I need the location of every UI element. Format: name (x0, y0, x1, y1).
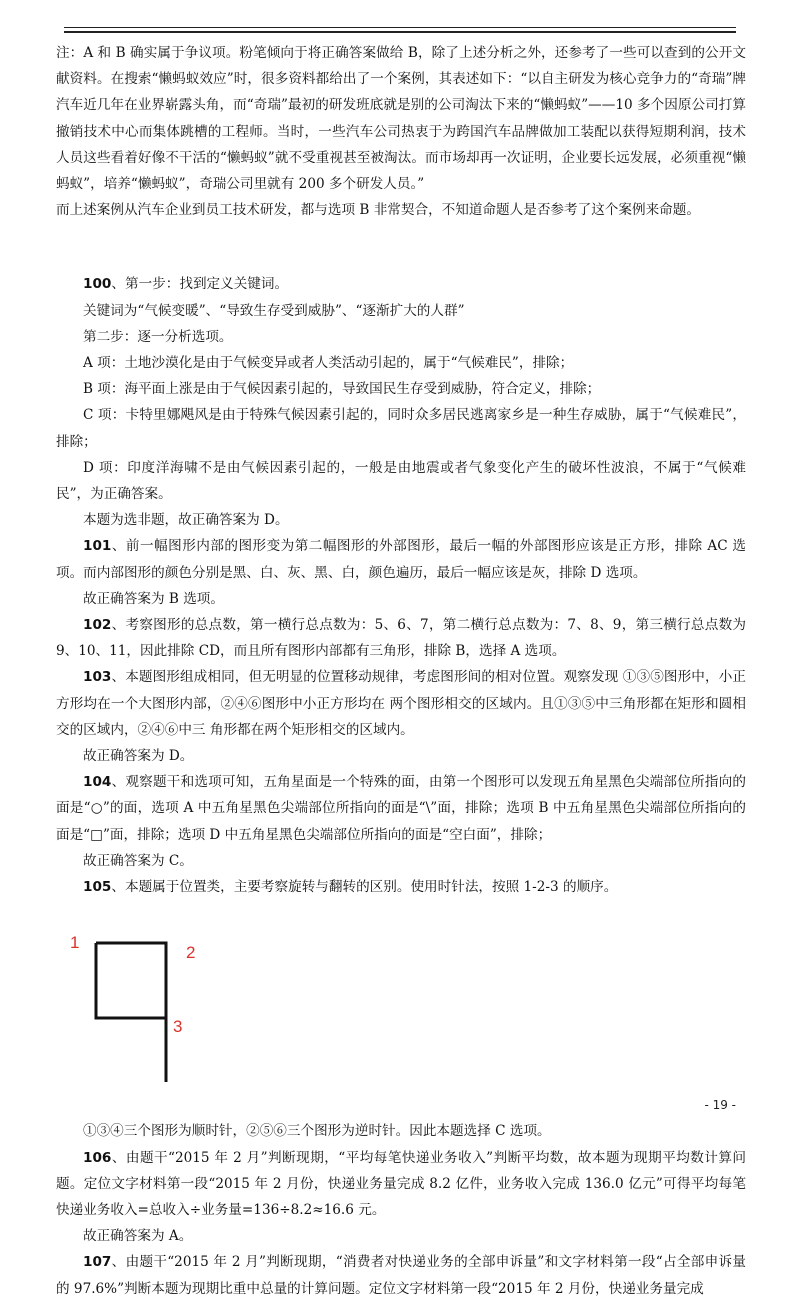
q103-answer: 故正确答案为 D。 (83, 748, 194, 765)
figure-label-1: 1 (70, 933, 80, 953)
q100-option-b: B 项：海平面上涨是由于气候因素引起的，导致国民生存受到威胁，符合定义，排除； (83, 381, 601, 398)
q100-keywords: 关键词为“气候变暖”、“导致生存受到威胁”、“逐渐扩大的人群” (83, 302, 465, 319)
page-content (56, 40, 746, 1302)
page-number: - 19 - (704, 1098, 736, 1112)
q101-text: 、前一幅图形内部的图形变为第二幅图形的外部图形，最后一幅的外部图形应该是正方形，排除 AC 选项。而内部图形的颜色分别是黑、白、灰、黑、白，颜色遍历，最后一幅应该是灰，排除 D 选项。 (56, 538, 746, 581)
clock-method-diagram (56, 900, 356, 1118)
q100-answer: 本题为选非题，故正确答案为 D。 (83, 512, 289, 529)
question-number: 105 (83, 879, 112, 896)
q106-heading (56, 1145, 746, 1224)
question-number: 106 (83, 1149, 112, 1166)
q104-heading (56, 769, 746, 848)
q106-answer: 故正确答案为 A。 (83, 1228, 193, 1245)
q104-answer: 故正确答案为 C。 (83, 852, 193, 869)
question-number: 101 (83, 538, 112, 555)
q105-text: 、本题属于位置类，主要考察旋转与翻转的区别。使用时针法，按照 1-2-3 的顺序。 (111, 879, 618, 896)
q105-conclusion: ①③④三个图形为顺时针，②⑤⑥三个图形为逆时针。因此本题选择 C 选项。 (83, 1123, 551, 1140)
q103-heading (56, 664, 746, 743)
spacer (56, 223, 746, 271)
figure-outline-top-right (96, 943, 166, 1082)
q100-option-c: C 项：卡特里娜飓风是由于特殊气候因素引起的，同时众多居民逃离家乡是一种生存威胁，属于“气候难民”，排除； (56, 407, 746, 450)
note-conclusion: 而上述案例从汽车企业到员工技术研发，都与选项 B 非常契合，不知道命题人是否参考了这个案例来命题。 (56, 202, 700, 219)
q101-answer: 故正确答案为 B 选项。 (83, 590, 224, 607)
question-number: 103 (83, 669, 112, 686)
header-rule-thick (64, 31, 736, 33)
note-paragraph: 注：A 和 B 确实属于争议项。粉笔倾向于将正确答案做给 B，除了上述分析之外，还参考了一些可以查到的公开文献资料。在搜索“懒蚂蚁效应”时，很多资料都给出了一个案例，其表述如下：“以自主研发为核心竞争力的“奇瑞”牌汽车近几年在业界崭露头角，而“奇瑞”最初的研发班底就是别的公司淘汰下来的“懒蚂蚁”——10 多个因原公司打算撤销技术中心而集体跳槽的工程师。当时，一些汽车公司热衷于为跨国汽车品牌做加工装配以获得短期利润，技术人员这些看着好像不干活的“懒蚂蚁”就不受重视甚至被淘汰。而市场却再一次证明，企业要长远发展，必须重视“懒蚂蚁”，培养“懒蚂蚁”，奇瑞公司里就有 200 多个研发人员。” (56, 45, 746, 193)
q105-heading (56, 874, 746, 900)
figure-outline-left-bottom (96, 943, 166, 1018)
header-rule-thin (64, 27, 736, 28)
q107-heading (56, 1249, 746, 1301)
q100-text: 、第一步：找到定义关键词。 (111, 276, 289, 293)
q101-heading (56, 533, 746, 585)
q100-option-a: A 项：土地沙漠化是由于气候变异或者人类活动引起的，属于“气候难民”，排除； (83, 355, 574, 372)
figure-label-3: 3 (173, 1017, 183, 1037)
question-number: 107 (83, 1254, 112, 1271)
q100-heading (56, 271, 746, 297)
question-number: 100 (83, 276, 112, 293)
clock-method-figure (56, 900, 746, 1118)
q102-heading (56, 612, 746, 664)
question-number: 102 (83, 617, 112, 634)
q106-text: 、由题干“2015 年 2 月”判断现期，“平均每笔快递业务收入”判断平均数，故本题为现期平均数计算问题。定位文字材料第一段“2015 年 2 月份，快递业务量完成 8.2 亿件，业务收入完成 136.0 亿元”可得平均每笔快递业务收入=总收入÷业务量=136÷8.2≈16.6 元。 (56, 1149, 746, 1218)
q107-text: 、由题干“2015 年 2 月”判断现期，“消费者对快递业务的全部申诉量”和文字材料第一段“占全部申诉量的 97.6%”判断本题为现期比重中总量的计算问题。定位文字材料第一段“2015 年 2 月份，快递业务量完成 (56, 1254, 746, 1297)
figure-label-2: 2 (186, 943, 196, 963)
q102-text: 、考察图形的总点数，第一横行总点数为：5、6、7，第二横行总点数为：7、8、9，第三横行总点数为 9、10、11，因此排除 CD，而且所有图形内部都有三角形，排除 B，选择 A 选项。 (56, 617, 746, 660)
q104-text: 、观察题干和选项可知，五角星面是一个特殊的面，由第一个图形可以发现五角星黑色尖端部位所指向的面是“○”的面，选项 A 中五角星黑色尖端部位所指向的面是“\”面，排除；选项 B 中五角星黑色尖端部位所指向的面是“□”面，排除；选项 D 中五角星黑色尖端部位所指向的面是“空白面”，排除； (56, 774, 746, 843)
question-number: 104 (83, 774, 112, 791)
q103-text: 、本题图形组成相同，但无明显的位置移动规律，考虑图形间的相对位置。观察发现 ①③⑤图形中，小正方形均在一个大图形内部，②④⑥图形中小正方形均在 两个图形相交的区域内。且①③⑤中三角形都在矩形和圆相交的区域内，②④⑥中三 角形都在两个矩形相交的区域内。 (56, 669, 746, 738)
q100-step2: 第二步：逐一分析选项。 (83, 328, 233, 345)
q100-option-d: D 项：印度洋海啸不是由气候因素引起的，一般是由地震或者气象变化产生的破坏性波浪，不属于“气候难民”，为正确答案。 (56, 459, 746, 503)
